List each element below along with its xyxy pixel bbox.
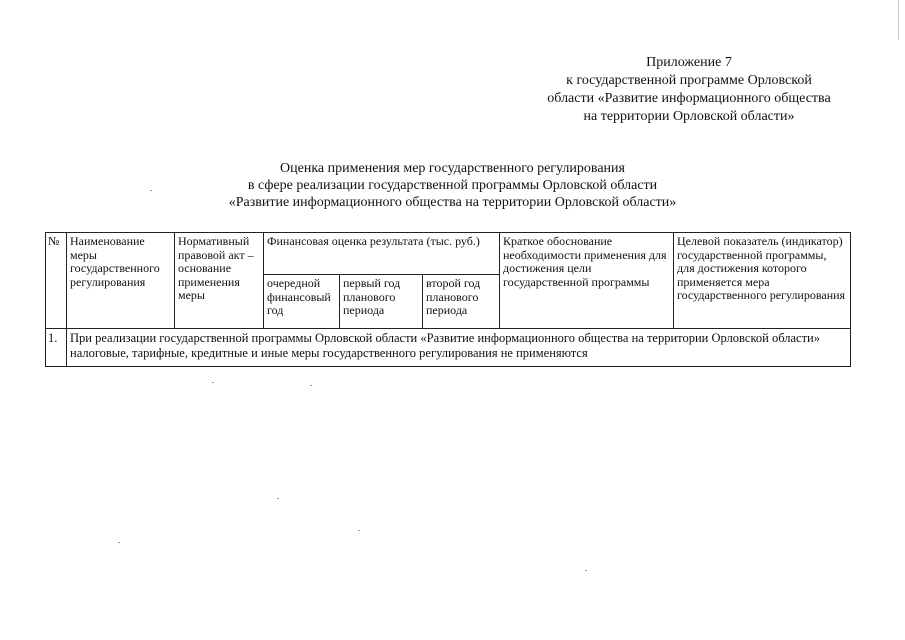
scan-edge-line	[898, 0, 899, 40]
appendix-line: Приложение 7	[646, 55, 732, 70]
header-justification: Краткое обоснование необходимости применения для достижения цели государственной программы	[500, 233, 674, 329]
header-number: №	[46, 233, 67, 329]
appendix-line: области «Развитие информационного общества	[547, 91, 831, 106]
scan-speck	[212, 382, 214, 383]
scan-speck	[277, 498, 279, 499]
table-header-row	[46, 233, 851, 275]
title-line: Оценка применения мер государственного регулирования	[280, 161, 625, 176]
scan-speck	[150, 190, 152, 191]
document-title	[180, 160, 725, 211]
header-current-year: очередной финансовый год	[264, 275, 340, 329]
header-legal-act: Нормативный правовой акт – основание применения меры	[175, 233, 264, 329]
title-line: «Развитие информационного общества на территории Орловской области»	[228, 195, 677, 210]
appendix-header	[520, 54, 858, 126]
row-number: 1.	[46, 329, 67, 367]
scan-speck	[358, 530, 360, 531]
header-target-indicator: Целевой показатель (индикатор) государственной программы, для достижения которого применяется мера государственного регулирования	[674, 233, 851, 329]
appendix-line: к государственной программе Орловской	[566, 73, 812, 88]
header-second-plan-year: второй год планового периода	[423, 275, 500, 329]
title-line: в сфере реализации государственной программы Орловской области	[247, 178, 658, 193]
header-measure-name: Наименование меры государственного регулирования	[67, 233, 175, 329]
header-financial-assessment: Финансовая оценка результата (тыс. руб.)	[264, 233, 500, 275]
scan-speck	[118, 542, 120, 543]
row-text: При реализации государственной программы Орловской области «Развитие информационного общества на территории Орловской области» налоговые, тарифные, кредитные и иные меры государственного регулирования не применяются	[67, 329, 851, 367]
scan-speck	[585, 570, 587, 571]
appendix-line: на территории Орловской области»	[583, 109, 795, 124]
regulation-measures-table	[45, 232, 851, 367]
header-first-plan-year: первый год планового периода	[340, 275, 423, 329]
table-row	[46, 329, 851, 367]
scan-speck	[310, 385, 312, 386]
